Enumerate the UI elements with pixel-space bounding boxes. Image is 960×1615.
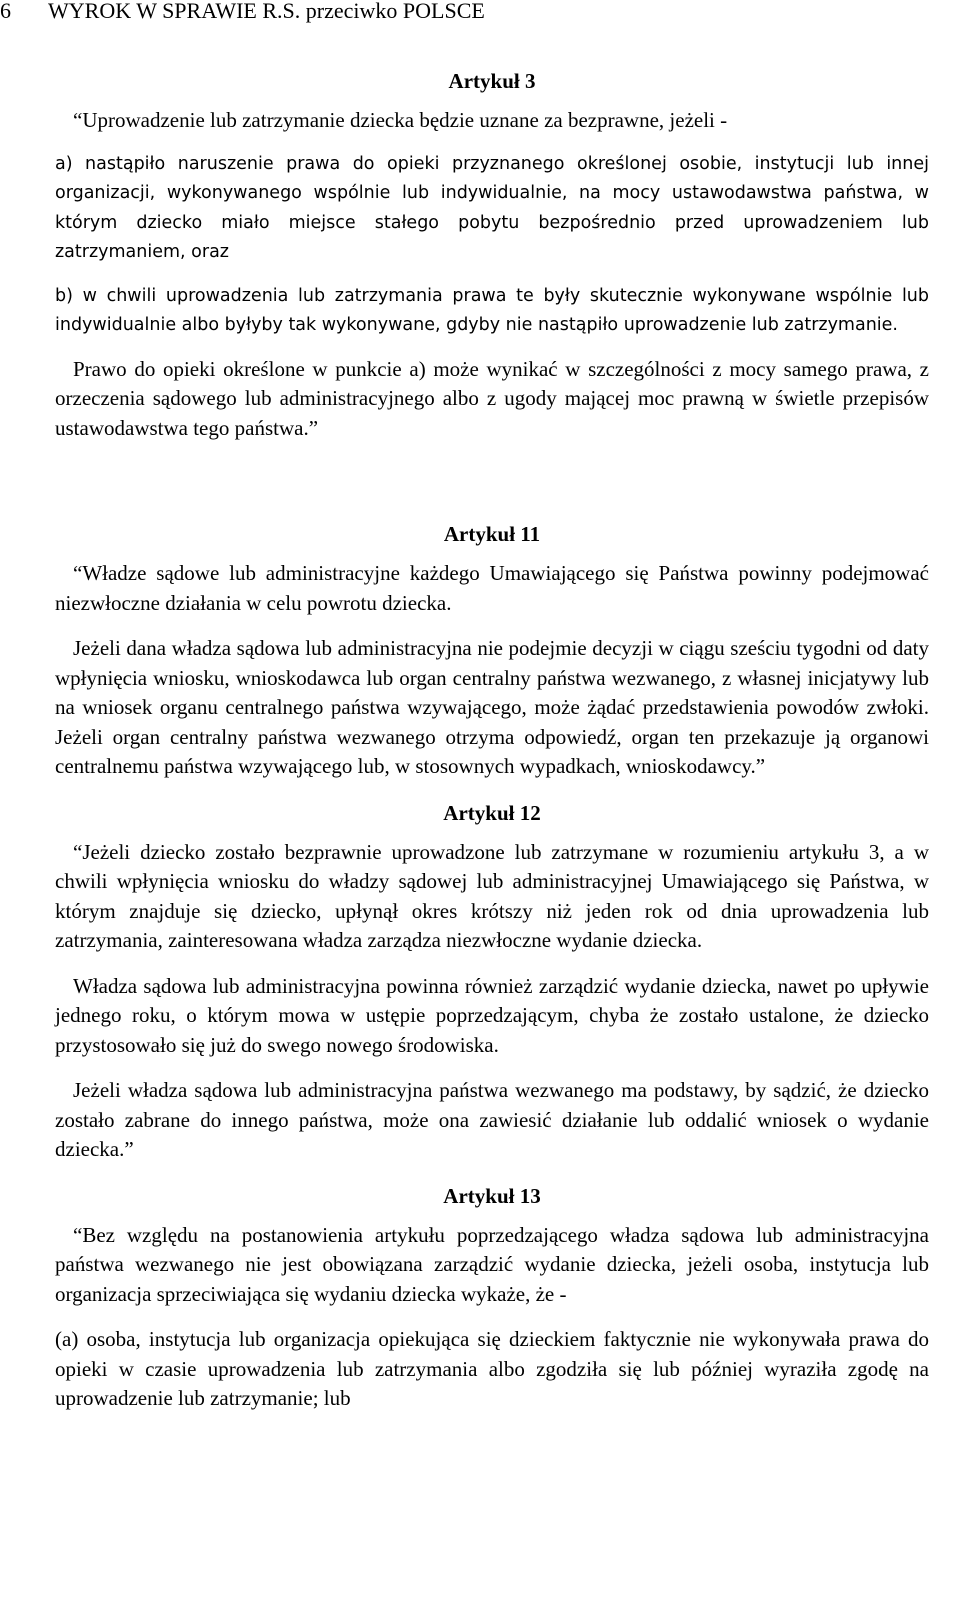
document-body bbox=[55, 66, 929, 1414]
article-11-paragraph-2: Jeżeli dana władza sądowa lub administracyjna nie podejmie decyzji w ciągu sześciu tygodni od daty wpłynięcia wniosku, wnioskodawca lub organ centralny państwa wezwanego, z własnej inicjatywy lub na wniosek organu centralnego państwa wzywającego, może żądać przedstawienia powodów zwłoki. Jeżeli organ centralny państwa wezwanego otrzyma odpowiedź, organ ten przekazuje ją organowi centralnemu państwa wzywającego lub, w stosownych wypadkach, wnioskodawcy.” bbox=[55, 636, 929, 778]
article-13-paragraph-1: “Bez względu na postanowienia artykułu poprzedzającego władza sądowa lub administracyjna państwa wezwanego nie jest obowiązana zarządzić wydanie dziecka, jeżeli osoba, instytucja lub organizacja sprzeciwiająca się wydaniu dziecka wykaże, że - bbox=[55, 1222, 929, 1306]
article-3-paragraph: Prawo do opieki określone w punkcie a) może wynikać w szczególności z mocy samego prawa, z orzeczenia sądowego lub administracyjnego albo z ugody mającej moc prawną w świetle przepisów ustawodawstwa tego państwa.” bbox=[55, 356, 929, 440]
article-3-item-a: a) nastąpiło naruszenie prawa do opieki przyznanego określonej osobie, instytucji lub innej organizacji, wykonywanego wspólnie lub indywidualnie, na mocy ustawodawstwa państwa, w którym dziecko miało miejsce stałego pobytu bezpośrednio przed uprowadzeniem lub zatrzymaniem, oraz bbox=[55, 153, 929, 262]
article-13-item-a: (a) osoba, instytucja lub organizacja opiekująca się dzieckiem faktycznie nie wykonywała prawa do opieki w czasie uprowadzenia lub zatrzymania albo zgodziła się lub później wyraziła zgodę na uprowadzenie lub zatrzymanie; lub bbox=[55, 1327, 929, 1410]
page-number: 6 bbox=[0, 0, 11, 23]
article-12-paragraph-3: Jeżeli władza sądowa lub administracyjna państwa wezwanego ma podstawy, by sądzić, że dziecko zostało zabrane do innego państwa, może ona zawiesić działanie lub oddalić wniosek o wydanie dziecka.” bbox=[55, 1078, 929, 1161]
article-11-paragraph-1: “Władze sądowe lub administracyjne każdego Umawiającego się Państwa powinny podejmować niezwłoczne działania w celu powrotu dziecka. bbox=[55, 561, 929, 615]
article-12-title: Artykuł 12 bbox=[443, 800, 541, 825]
article-12-paragraph-2: Władza sądowa lub administracyjna powinna również zarządzić wydanie dziecka, nawet po upływie jednego roku, o którym mowa w ustępie poprzedzającym, chyba że zostało ustalone, że dziecko przystosowało się już do swego nowego środowiska. bbox=[55, 973, 929, 1057]
article-12-paragraph-1: “Jeżeli dziecko zostało bezprawnie uprowadzone lub zatrzymane w rozumieniu artykułu 3, a w chwili wpłynięcia wniosku do władzy sądowej lub administracyjnej Umawiającego się Państwa, w którym znajduje się dziecko, upłynął okres krótszy niż jeden rok od dnia uprowadzenia lub zatrzymania, zainteresowana władza zarządza niezwłoczne wydanie dziecka. bbox=[55, 839, 929, 952]
article-3-intro: “Uprowadzenie lub zatrzymanie dziecka będzie uznane za bezprawne, jeżeli - bbox=[73, 108, 728, 132]
article-11-title: Artykuł 11 bbox=[443, 522, 541, 546]
article-13-title: Artykuł 13 bbox=[443, 1183, 541, 1208]
article-3-item-b: b) w chwili uprowadzenia lub zatrzymania prawa te były skutecznie wykonywane wspólnie lub indywidualnie albo byłyby tak wykonywane, gdyby nie nastąpiło uprowadzenie lub zatrzymanie. bbox=[55, 285, 929, 335]
running-title: WYROK W SPRAWIE R.S. przeciwko POLSCE bbox=[48, 0, 485, 23]
article-3-title: Artykuł 3 bbox=[448, 69, 536, 93]
page-header bbox=[0, 0, 485, 24]
